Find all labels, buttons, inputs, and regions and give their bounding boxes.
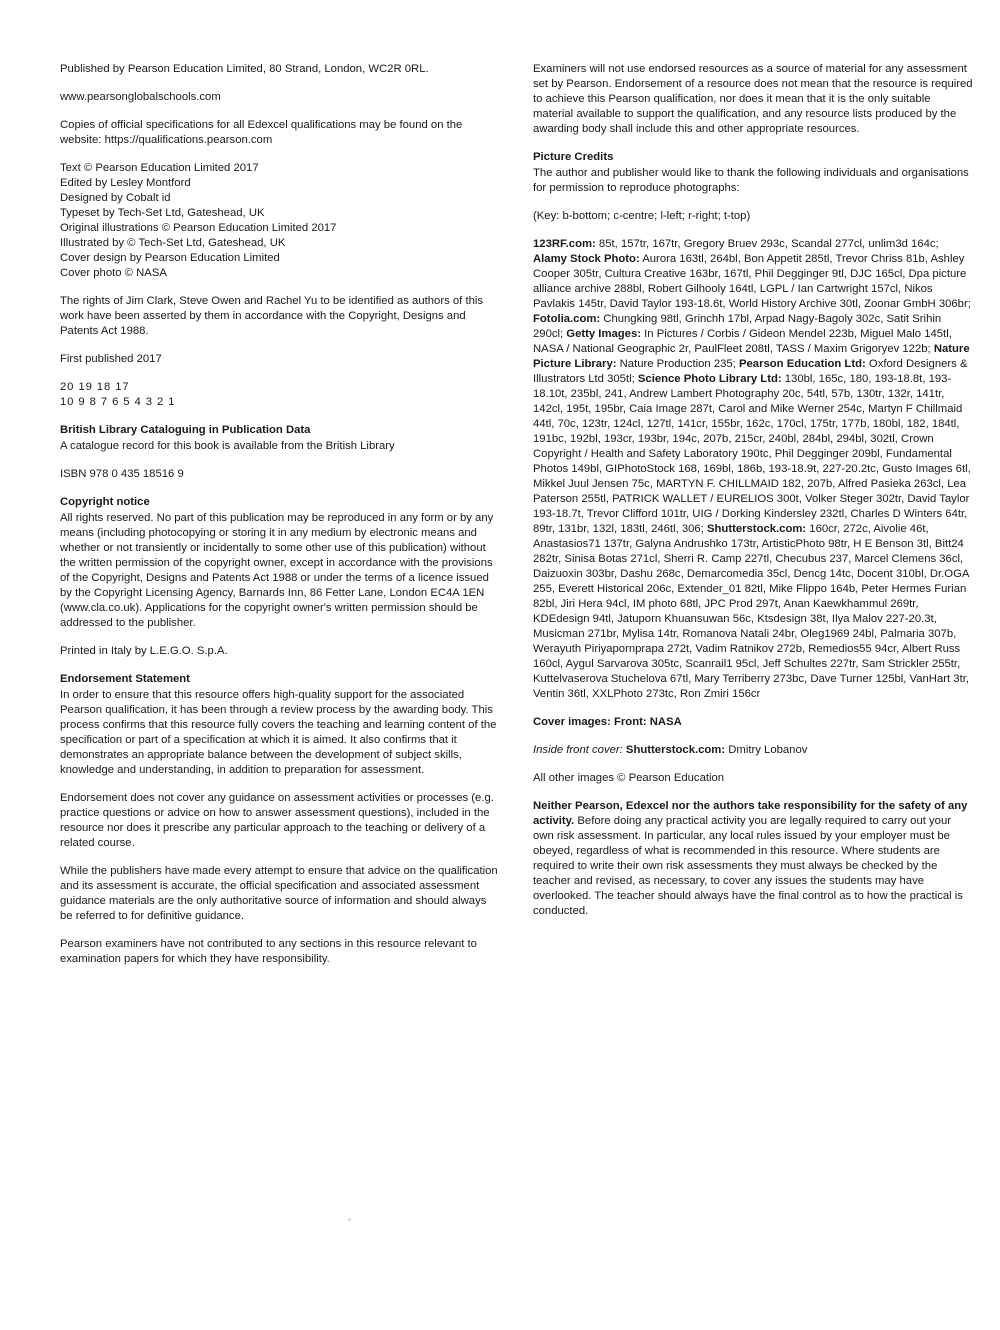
credit-source-name: Alamy Stock Photo: bbox=[533, 253, 640, 265]
credit-source-items: Nature Production 235; bbox=[616, 358, 739, 370]
print-years: 20 19 18 17 bbox=[60, 381, 130, 393]
publisher-website: www.pearsonglobalschools.com bbox=[60, 91, 221, 103]
credit-source-name: Pearson Education Ltd: bbox=[738, 358, 866, 370]
credit-source-items: Aurora 163tl, 264bl, Bon Appetit 285tl, Trevor Chriss 81b, Ashley Cooper 305tr, Cultura Creative 163br, 167tl, Phil Degginger 9tl, DJC 165cl, Dpa picture alliance archive 288bl, Robert Gilhooly 164tl, LGPL / Ian Cartwright 157cl, Nikos Pavlakis 145tr, David Taylor 193-18.6t, World History Archive 30tl, Zoonar GmbH 306br; bbox=[533, 253, 971, 310]
page-artifact-dot bbox=[348, 1218, 351, 1221]
credit-source-items: 160cr, 272c, Aivolie 46t, Anastasios71 137tr, Galyna Andrushko 173tr, ArtisticPhoto 98tr, H E Benson 3tl, Bitt24 282tr, Sinisa Botas 271cl, Sherri R. Camp 227tl, Checubus 237, Marcel Clemens 36cl, Daizuoxin 303br, Dashu 268c, Demarcomedia 35cl, Dencg 14tc, Docent 310bl, Dr.OGA 255, Everett Historical 206c, Extender_01 82tl, Mike Flippo 164b, Peter Hermes Furian 82bl, Jiri Hera 94cl, IM photo 68tl, JPC Prod 297t, Anan Kaewkhammul 269tr, KDEdesign 94tl, Jatuporn Khuansuwan 56c, Ktsdesign 38t, Ilya Malov 227-20.3t, Musicman 271br, Mylisa 14tr, Romanova Natali 24br, Oleg1969 24bl, Palmaria 307b, Werayuth Piriyapornprapa 272t, Vadim Ratnikov 272b, Remedios55 94cr, Albert Russ 160cl, Aygul Sarvarova 305tc, Scanrail1 95cl, Jeff Schultes 227tr, Sam Strickler 255tr, Kuttelvaserova Stuchelova 67tl, Mary Terriberry 273bc, Dave Turner 125bl, VanHart 3tr, Ventin 36tl, XXLPhoto 273tc, Ron Zmiri 156cr bbox=[533, 523, 969, 700]
cover-images-line bbox=[533, 715, 973, 730]
cover-images-front-label: Front: bbox=[610, 716, 647, 728]
left-column bbox=[60, 62, 500, 980]
inside-front-cover-value: Dmitry Lobanov bbox=[725, 744, 808, 756]
credit-source-items: 85t, 157tr, 167tr, Gregory Bruev 293c, Scandal 277cl, unlim3d 164c; bbox=[595, 238, 939, 250]
inside-front-cover-source: Shutterstock.com: bbox=[622, 744, 726, 756]
picture-credits-list bbox=[533, 237, 973, 702]
copyright-notice-heading: Copyright notice bbox=[60, 496, 150, 508]
inside-front-cover-line bbox=[533, 743, 973, 758]
first-published: First published 2017 bbox=[60, 353, 162, 365]
endorsement-paragraph-4: Pearson examiners have not contributed to any sections in this resource relevant to examination papers for which they have responsibility. bbox=[60, 938, 477, 965]
copyright-notice-block bbox=[60, 495, 500, 631]
credit-line: Illustrated by © Tech-Set Ltd, Gateshead, UK bbox=[60, 237, 286, 249]
credit-source-items: In Pictures / Corbis / Gideon Mendel 223b, Miguel Malo 145tl, NASA / National Geographic 2r, PaulFleet 208tl, TASS / Maxim Grigoryev 122b; bbox=[533, 328, 952, 355]
safety-statement bbox=[533, 799, 973, 919]
credit-line: Text © Pearson Education Limited 2017 bbox=[60, 162, 259, 174]
credit-line: Designed by Cobalt id bbox=[60, 192, 171, 204]
print-numbers: 10 9 8 7 6 5 4 3 2 1 bbox=[60, 396, 176, 408]
british-library-text: A catalogue record for this book is available from the British Library bbox=[60, 440, 395, 452]
british-library-block bbox=[60, 423, 500, 454]
picture-credits-key: (Key: b-bottom; c-centre; l-left; r-right; t-top) bbox=[533, 210, 751, 222]
production-credits bbox=[60, 161, 500, 281]
isbn: ISBN 978 0 435 18516 9 bbox=[60, 468, 184, 480]
credit-source-name: Shutterstock.com: bbox=[706, 523, 807, 535]
credit-line: Edited by Lesley Montford bbox=[60, 177, 191, 189]
examiners-note: Examiners will not use endorsed resources as a source of material for any assessment set by Pearson. Endorsement of a resource does not mean that the resource is required to achieve this Pearson qualification, nor does it mean that it is the only suitable material available to support the qualification, and any resource lists produced by the awarding body shall include this and other appropriate resources. bbox=[533, 63, 973, 135]
cover-images-label: Cover images: bbox=[533, 716, 611, 728]
picture-credits-intro: The author and publisher would like to thank the following individuals and organisations for permission to reproduce photographs: bbox=[533, 167, 972, 194]
specifications-note: Copies of official specifications for all Edexcel qualifications may be found on the website: https://qualifications.pearson.com bbox=[60, 119, 463, 146]
endorsement-block bbox=[60, 672, 500, 778]
safety-statement-heading: Neither Pearson, Edexcel nor the authors take responsibility for the safety of any activity. bbox=[533, 800, 968, 827]
credit-source-items: 130bl, 165c, 180, 193-18.8t, 193-18.10t, 235bl, 241, Andrew Lambert Photography 20c, 54tl, 57b, 130tr, 132r, 141tr, 142cl, 195t, 195br, Caia Image 287t, Carol and Mike Werner 254c, Martyn F Chillmaid 44tl, 70c, 123tr, 124cl, 127tl, 141cr, 155br, 162c, 170cl, 175tr, 177b, 180bl, 182, 184tl, 191bc, 192bl, 193cr, 193br, 194c, 207b, 215cr, 240bl, 284bl, 294bl, 302tl, Crown Copyright / Health and Safety Laboratory 190tc, Phil Degginger 209bl, Fundamental Photos 149bl, GIPhotoStock 168, 169bl, 186b, 193-18.9t, 227-20.2tc, Gusto Images 6tl, Mikkel Juul Jensen 75c, MARTYN F. CHILLMAID 182, 207b, Alfred Pasieka 263cl, Lea Paterson 255tl, PATRICK WALLET / EURELIOS 300t, Volker Steger 302tr, David Taylor 193-18.7t, Trevor Clifford 101tr, UIG / Dorking Kindersley 232tl, Charles D Winters 64tr, 89tr, 131br, 132l, 183tl, 246tl, 306; bbox=[533, 373, 971, 535]
endorsement-paragraph-2: Endorsement does not cover any guidance on assessment activities or processes (e.g. practice questions or advice on how to answer assessment questions), included in the resource nor does it prescribe any particular approach to the teaching or delivery of a related course. bbox=[60, 792, 494, 849]
endorsement-paragraph-1: In order to ensure that this resource offers high-quality support for the associated Pearson qualification, it has been through a review process by the awarding body. This process confirms that this resource fully covers the teaching and learning content of the specification or part of a specification at which it is aimed. It also confirms that it demonstrates an appropriate balance between the development of subject skills, knowledge and understanding, in addition to preparation for assessment. bbox=[60, 689, 500, 776]
publisher-line: Published by Pearson Education Limited, 80 Strand, London, WC2R 0RL. bbox=[60, 63, 429, 75]
picture-credits-block bbox=[533, 150, 973, 196]
credit-source-items: Oxford Designers & Illustrators Ltd 305tl; bbox=[533, 358, 968, 385]
credit-line: Typeset by Tech-Set Ltd, Gateshead, UK bbox=[60, 207, 265, 219]
copyright-notice-text: All rights reserved. No part of this publication may be reproduced in any form or by any means (including photocopying or storing it in any medium by electronic means and whether or not transiently or incidentally to some other use of this publication) without the written permission of the copyright owner, except in accordance with the provisions of the Copyright, Designs and Patents Act 1988 or under the terms of a licence issued by the Copyright Licensing Agency, Barnards Inn, 86 Fetter Lane, London EC4A 1EN (www.cla.co.uk). Applications for the copyright owner's written permission should be addressed to the publisher. bbox=[60, 512, 497, 629]
printing-sequence bbox=[60, 380, 500, 410]
credit-source-name: Science Photo Library Ltd: bbox=[637, 373, 782, 385]
credit-source-name: Nature Picture Library: bbox=[533, 343, 970, 370]
credit-source-name: Fotolia.com: bbox=[533, 313, 601, 325]
right-column bbox=[533, 62, 973, 932]
credit-line: Original illustrations © Pearson Education Limited 2017 bbox=[60, 222, 337, 234]
endorsement-paragraph-3: While the publishers have made every attempt to ensure that advice on the qualification and its assessment is accurate, the official specification and associated assessment guidance materials are the only authoritative source of information and should always be referred to for definitive guidance. bbox=[60, 865, 498, 922]
cover-images-front-value: NASA bbox=[646, 716, 682, 728]
credit-line: Cover design by Pearson Education Limited bbox=[60, 252, 280, 264]
credit-source-name: 123RF.com: bbox=[533, 238, 596, 250]
moral-rights-statement: The rights of Jim Clark, Steve Owen and Rachel Yu to be identified as authors of this work have been asserted by them in accordance with the Copyright, Designs and Patents Act 1988. bbox=[60, 295, 484, 337]
printed-in: Printed in Italy by L.E.G.O. S.p.A. bbox=[60, 645, 228, 657]
picture-credits-heading: Picture Credits bbox=[533, 151, 614, 163]
endorsement-heading: Endorsement Statement bbox=[60, 673, 190, 685]
inside-front-cover-label: Inside front cover: bbox=[533, 744, 623, 756]
british-library-heading: British Library Cataloguing in Publication Data bbox=[60, 424, 311, 436]
safety-statement-text: Before doing any practical activity you are legally required to carry out your own risk assessment. In particular, any local rules issued by your employer must be obeyed, regardless of what is recommended in this resource. Where students are required to write their own risk assessments they must always be checked by the teacher and revised, as necessary, to cover any issues the students may have overlooked. The teacher should always have the final control as to how the practical is conducted. bbox=[533, 815, 963, 917]
credit-source-items: Chungking 98tl, Grinchh 17bl, Arpad Nagy-Bagoly 302c, Satit Srihin 290cl; bbox=[533, 313, 942, 340]
credit-source-name: Getty Images: bbox=[566, 328, 642, 340]
credit-line: Cover photo © NASA bbox=[60, 267, 167, 279]
all-other-images: All other images © Pearson Education bbox=[533, 772, 725, 784]
